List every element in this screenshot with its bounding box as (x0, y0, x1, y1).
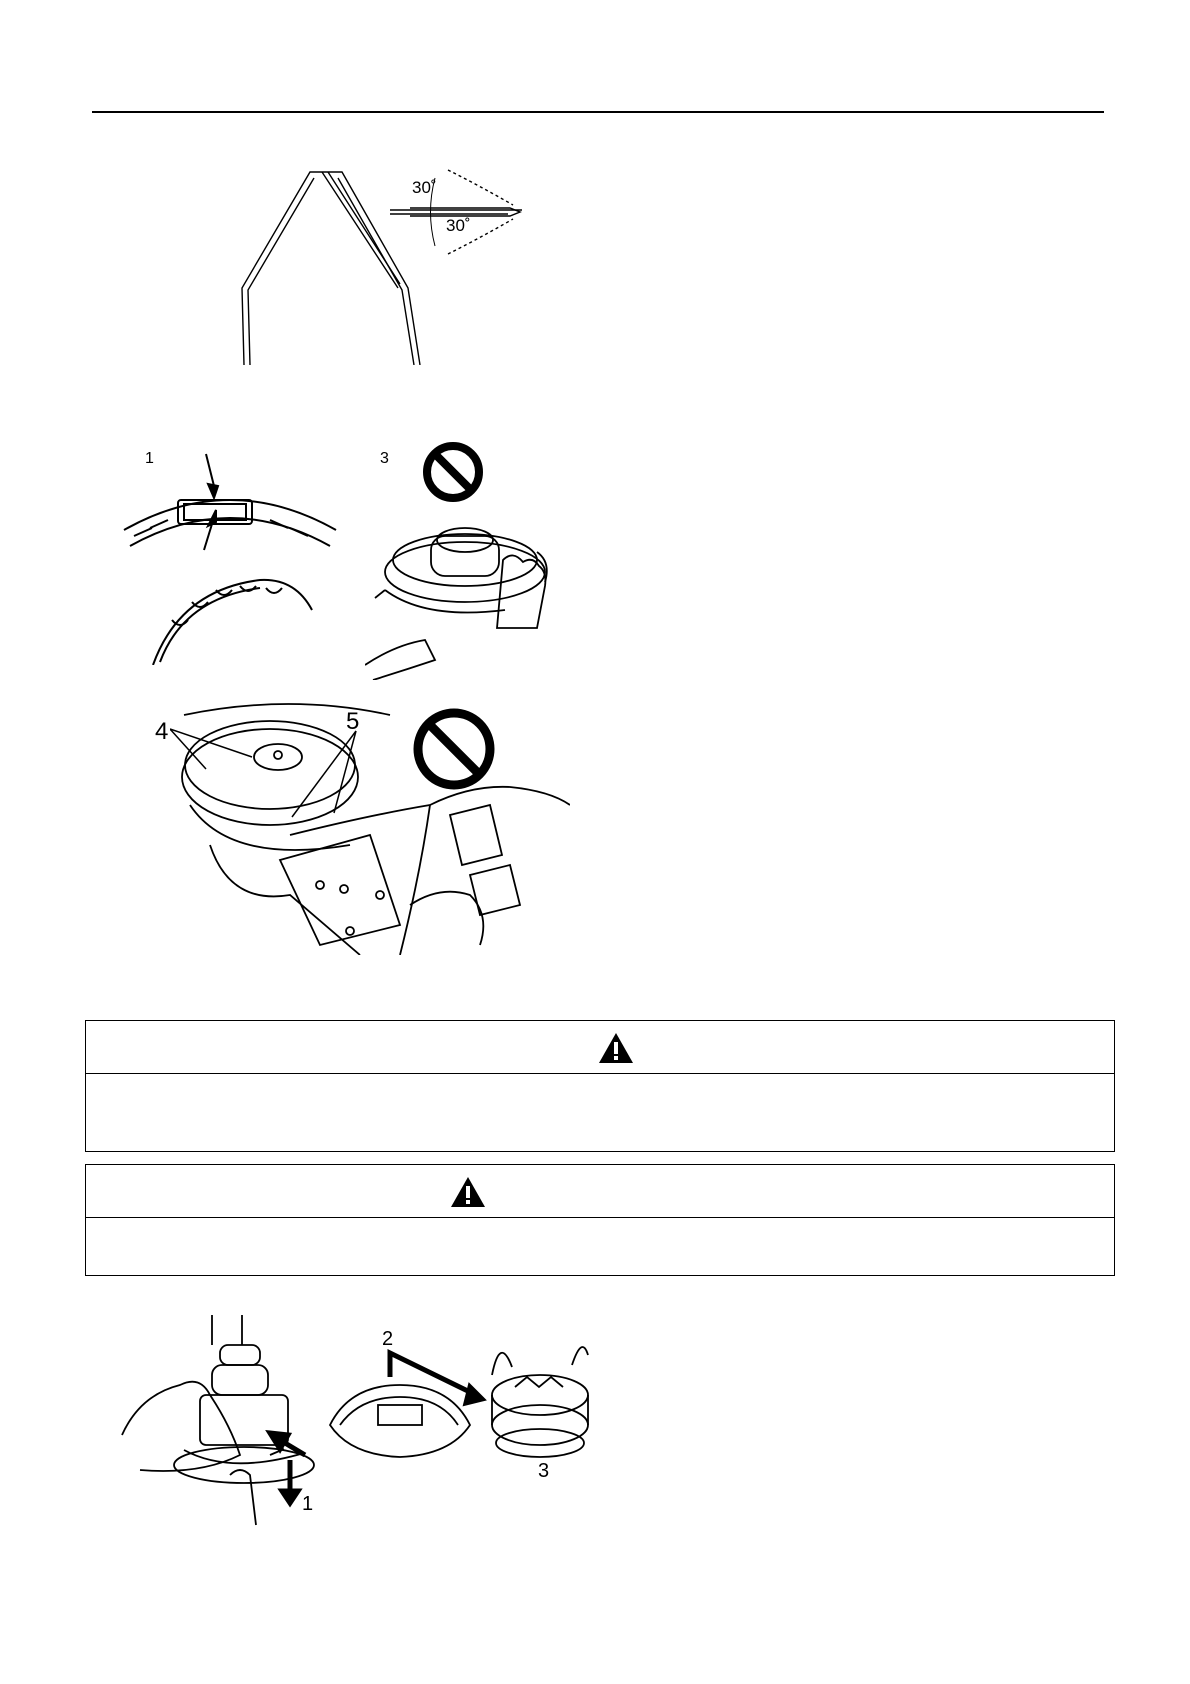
callout-5: 5 (346, 708, 360, 735)
warning-triangle-icon (598, 1032, 634, 1064)
angle-label-top: 30˚ (412, 178, 437, 197)
callout-2-spool: 2 (382, 1328, 394, 1350)
spool-removal-figure (120, 1315, 590, 1530)
warning-triangle-icon (450, 1176, 486, 1208)
callout-3-spool: 3 (538, 1460, 550, 1482)
callout-1-wear: 1 (145, 450, 154, 467)
warning-header-2 (86, 1165, 1114, 1218)
warning-box-2 (85, 1164, 1115, 1276)
warning-header-1 (86, 1021, 1114, 1074)
warning-body-2 (86, 1218, 1114, 1275)
warning-box-1 (85, 1020, 1115, 1152)
head-line-figure (170, 695, 570, 955)
prohibited-touch-figure (365, 440, 565, 680)
warning-body-1 (86, 1074, 1114, 1151)
angle-label-bottom: 30˚ (446, 216, 471, 235)
blade-sharpening-figure (230, 160, 530, 365)
blade-wear-figure (120, 450, 350, 665)
header-rule (92, 111, 1104, 113)
callout-1-spool: 1 (302, 1493, 314, 1515)
callout-3-wear: 3 (380, 450, 389, 467)
callout-4: 4 (155, 718, 169, 745)
